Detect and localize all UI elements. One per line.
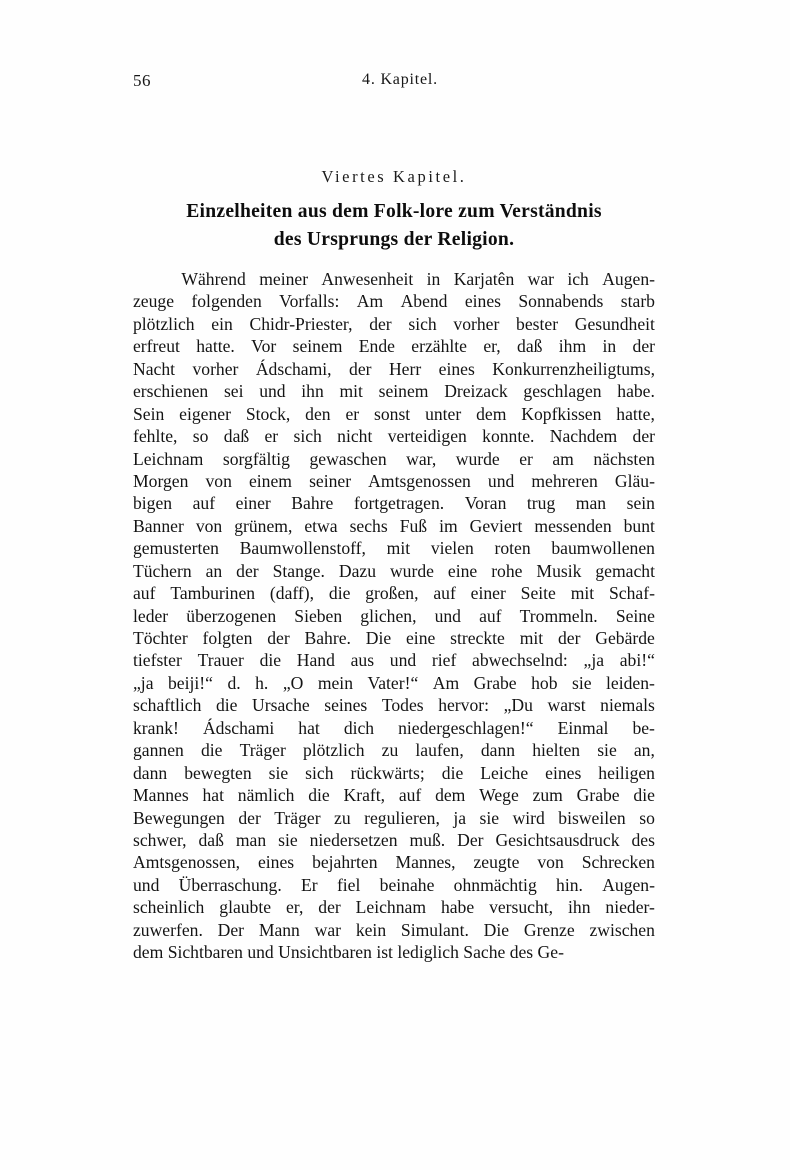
text-line: und Überraschung. Er fiel beinahe ohnmächtig hin. Augen-: [133, 874, 655, 895]
text-line: dann bewegten sie sich rückwärts; die Leiche eines heiligen: [133, 762, 655, 783]
text-line: „ja beiji!“ d. h. „O mein Vater!“ Am Grabe hob sie leiden-: [133, 672, 655, 693]
text-line: dem Sichtbaren und Unsichtbaren ist lediglich Sache des Ge-: [133, 942, 564, 963]
text-line: Amtsgenossen, eines bejahrten Mannes, zeugte von Schrecken: [133, 852, 655, 873]
text-line: Leichnam sorgfältig gewaschen war, wurde er am nächsten: [133, 448, 655, 469]
text-line: schwer, daß man sie niedersetzen muß. Der Gesichtsausdruck des: [133, 829, 655, 850]
text-line: Morgen von einem seiner Amtsgenossen und mehreren Gläu-: [133, 470, 655, 491]
text-line: Banner von grünem, etwa sechs Fuß im Geviert messenden bunt: [133, 515, 655, 536]
text-line: zuwerfen. Der Mann war kein Simulant. Die Grenze zwischen: [133, 919, 655, 940]
text-line: gannen die Träger plötzlich zu laufen, dann hielten sie an,: [133, 740, 655, 761]
text-line: erfreut hatte. Vor seinem Ende erzählte er, daß ihm in der: [133, 336, 655, 357]
running-head: [0, 71, 790, 95]
text-line: scheinlich glaubte er, der Leichnam habe versucht, ihn nieder-: [133, 897, 655, 918]
text-line: leder überzogenen Sieben glichen, und auf Trommeln. Seine: [133, 605, 655, 626]
text-line: Sein eigener Stock, den er sonst unter dem Kopfkissen hatte,: [133, 403, 655, 424]
text-line: krank! Ádschami hat dich niedergeschlagen!“ Einmal be-: [133, 717, 655, 738]
text-line: schaftlich die Ursache seines Todes hervor: „Du warst niemals: [133, 695, 655, 716]
page-number: 56: [133, 71, 151, 90]
text-line: zeuge folgenden Vorfalls: Am Abend eines Sonnabends starb: [133, 291, 655, 312]
text-line: Bewegungen der Träger zu regulieren, ja sie wird bisweilen so: [133, 807, 655, 828]
text-line: plötzlich ein Chidr-Priester, der sich vorher bester Gesundheit: [133, 313, 655, 334]
page-title: [125, 198, 663, 253]
chapter-title-line-1: Einzelheiten aus dem Folk-lore zum Verständnis: [186, 201, 602, 222]
text-line: fehlte, so daß er sich nicht verteidigen konnte. Nachdem der: [133, 426, 655, 447]
text-line: Nacht vorher Ádschami, der Herr eines Konkurrenzheiligtums,: [133, 358, 655, 379]
text-line: Mannes hat nämlich die Kraft, auf dem Wege zum Grabe die: [133, 785, 655, 806]
text-line: bigen auf einer Bahre fortgetragen. Voran trug man sein: [133, 493, 655, 514]
text-line: auf Tamburinen (daff), die großen, auf einer Seite mit Schaf-: [133, 583, 655, 604]
text-line: erschienen sei und ihn mit seinem Dreizack geschlagen habe.: [133, 381, 655, 402]
text-line: tiefster Trauer die Hand aus und rief abwechselnd: „ja abi!“: [133, 650, 655, 671]
text-line: Tüchern an der Stange. Dazu wurde eine rohe Musik gemacht: [133, 560, 655, 581]
running-head-title: 4. Kapitel.: [362, 71, 438, 88]
text-line: gemusterten Baumwollenstoff, mit vielen roten baumwollenen: [133, 538, 655, 559]
chapter-title-line-2: des Ursprungs der Religion.: [273, 228, 515, 250]
chapter-kicker: Viertes Kapitel.: [321, 167, 467, 186]
text-line: Während meiner Anwesenheit in Karjatên war ich Augen-: [181, 269, 655, 289]
text-line: Töchter folgten der Bahre. Die eine streckte mit der Gebärde: [133, 628, 655, 648]
body-text: [133, 268, 655, 964]
